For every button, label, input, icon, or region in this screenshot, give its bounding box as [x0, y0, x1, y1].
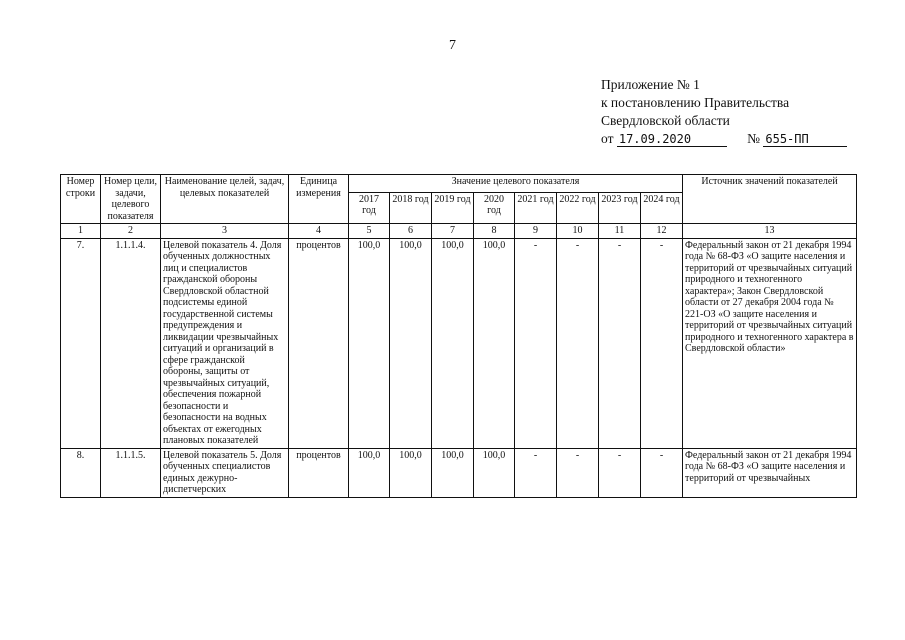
column-number: 8 [474, 224, 515, 239]
column-number: 5 [349, 224, 390, 239]
column-number: 9 [515, 224, 557, 239]
source-text: Федеральный закон от 21 декабря 1994 года № 68-ФЗ «О защите населения и территорий от чрезвычайных ситуаций природного и техногенного характера»; Закон Свердловской области от 27 декабря 2004 года № 221-ОЗ «О защите населения и территорий от чрезвычайных ситуаций природного и техногенного характера в Свердловской области» [683, 238, 857, 448]
unit: процентов [289, 238, 349, 448]
value-cell: - [515, 448, 557, 497]
header-row-1 [61, 175, 857, 193]
value-cell: 100,0 [349, 448, 390, 497]
value-cell: 100,0 [474, 238, 515, 448]
column-number: 2 [101, 224, 161, 239]
row-number: 8. [61, 448, 101, 497]
column-number: 13 [683, 224, 857, 239]
date-prefix: от [601, 131, 614, 146]
value-cell: - [599, 448, 641, 497]
unit: процентов [289, 448, 349, 497]
header-year: 2020 год [474, 192, 515, 223]
indicator-name: Целевой показатель 5. Доля обученных специалистов единых дежурно-диспетчерских [161, 448, 289, 497]
column-number: 12 [641, 224, 683, 239]
column-number: 4 [289, 224, 349, 239]
header-year: 2023 год [599, 192, 641, 223]
value-cell: 100,0 [474, 448, 515, 497]
header-unit: Единица измерения [289, 175, 349, 224]
goal-number: 1.1.1.4. [101, 238, 161, 448]
column-number: 3 [161, 224, 289, 239]
header-row-no: Номер строки [61, 175, 101, 224]
indicators-table [60, 174, 857, 498]
value-cell: 100,0 [349, 238, 390, 448]
appendix-date-line [601, 130, 847, 148]
value-cell: 100,0 [390, 238, 432, 448]
number-prefix: № [747, 131, 760, 146]
value-cell: - [557, 238, 599, 448]
column-number: 10 [557, 224, 599, 239]
table-row [61, 238, 857, 448]
header-name: Наименование целей, задач, целевых показателей [161, 175, 289, 224]
value-cell: - [557, 448, 599, 497]
column-number: 11 [599, 224, 641, 239]
column-number-row [61, 224, 857, 239]
value-cell: - [515, 238, 557, 448]
header-year: 2022 год [557, 192, 599, 223]
value-cell: 100,0 [390, 448, 432, 497]
row-number: 7. [61, 238, 101, 448]
appendix-region: Свердловской области [601, 113, 730, 128]
goal-number: 1.1.1.5. [101, 448, 161, 497]
column-number: 1 [61, 224, 101, 239]
header-year: 2024 год [641, 192, 683, 223]
value-cell: - [641, 448, 683, 497]
header-year: 2021 год [515, 192, 557, 223]
value-cell: 100,0 [432, 238, 474, 448]
header-year: 2019 год [432, 192, 474, 223]
appendix-header [601, 76, 847, 148]
page-number: 7 [449, 38, 456, 53]
header-year: 2018 год [390, 192, 432, 223]
value-cell: 100,0 [432, 448, 474, 497]
header-values-group: Значение целевого показателя [349, 175, 683, 193]
decree-number: 655-ПП [763, 132, 847, 147]
value-cell: - [641, 238, 683, 448]
header-goal-no: Номер цели, задачи, целевого показателя [101, 175, 161, 224]
appendix-decree: к постановлению Правительства [601, 95, 790, 110]
indicator-name: Целевой показатель 4. Доля обученных должностных лиц и специалистов гражданской обороны Свердловской областной подсистемы единой государственной системы предупреждения и ликвидации чрезвычайных ситуаций и организаций в сфере гражданской обороны, защиты от чрезвычайных ситуаций, обеспечения пожарной безопасности и безопасности на водных объектах от ежегодных плановых показателей [161, 238, 289, 448]
source-text: Федеральный закон от 21 декабря 1994 года № 68-ФЗ «О защите населения и территорий от чрезвычайных [683, 448, 857, 497]
header-source: Источник значений показателей [683, 175, 857, 224]
header-year: 2017 год [349, 192, 390, 223]
decree-date: 17.09.2020 [617, 132, 727, 147]
column-number: 7 [432, 224, 474, 239]
table-row [61, 448, 857, 497]
column-number: 6 [390, 224, 432, 239]
value-cell: - [599, 238, 641, 448]
appendix-title: Приложение № 1 [601, 77, 700, 92]
